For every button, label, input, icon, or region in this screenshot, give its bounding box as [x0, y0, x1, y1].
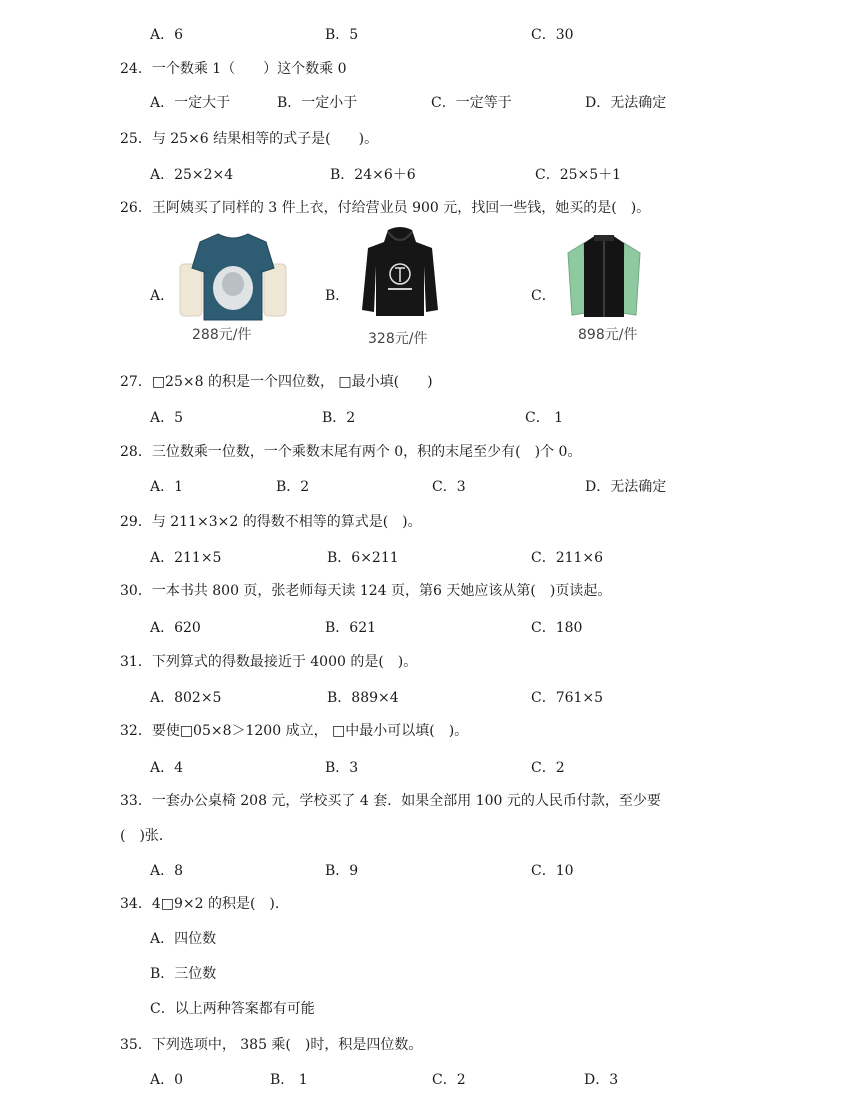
q30-option-a: A．620	[150, 620, 201, 636]
q33-option-a: A．8	[150, 863, 184, 879]
q33-stem-continued: ( )张．	[120, 828, 173, 844]
q32-option-c: C．2	[531, 760, 565, 776]
q34-option-b: B．三位数	[150, 966, 217, 982]
q28-option-a: A．1	[150, 479, 184, 495]
q26-price-b: 328元/件	[368, 331, 428, 347]
q33-stem: 33．一套办公桌椅 208 元，学校买了 4 套．如果全部用 100 元的人民币付款，至少要	[120, 793, 661, 809]
q26-option-c: C．	[531, 288, 556, 304]
q23-option-c: C．30	[531, 27, 574, 43]
q32-option-a: A．4	[150, 760, 184, 776]
q24-option-a: A．一定大于	[150, 95, 231, 111]
q30-option-b: B．621	[325, 620, 377, 636]
q35-option-b: B． 1	[270, 1072, 308, 1088]
q26-stem: 26．王阿姨买了同样的 3 件上衣，付给营业员 900 元，找回一些钱，她买的是( )。	[120, 200, 651, 216]
q27-option-b: B．2	[322, 410, 356, 426]
q35-option-c: C．2	[432, 1072, 466, 1088]
q25-stem: 25．与 25×6 结果相等的式子是( )。	[120, 131, 379, 147]
q31-option-a: A．802×5	[150, 690, 222, 706]
q28-option-c: C．3	[432, 479, 466, 495]
q31-stem: 31．下列算式的得数最接近于 4000 的是( )。	[120, 654, 418, 670]
q29-option-a: A．211×5	[150, 550, 222, 566]
q32-option-b: B．3	[325, 760, 359, 776]
q26-price-c: 898元/件	[578, 327, 638, 343]
q33-option-c: C．10	[531, 863, 574, 879]
q33-option-b: B．9	[325, 863, 359, 879]
q34-option-c: C．以上两种答案都有可能	[150, 1001, 315, 1017]
q35-stem: 35．下列选项中， 385 乘( )时，积是四位数。	[120, 1037, 423, 1053]
q24-option-d: D．无法确定	[585, 95, 667, 111]
q30-stem: 30．一本书共 800 页，张老师每天读 124 页，第6 天她应该从第( )页读起。	[120, 583, 612, 599]
q27-option-c: C． 1	[525, 410, 564, 426]
q25-option-c: C．25×5＋1	[535, 167, 622, 183]
q24-option-b: B．一定小于	[277, 95, 358, 111]
q25-option-a: A．25×2×4	[150, 167, 234, 183]
q29-option-c: C．211×6	[531, 550, 604, 566]
q35-option-a: A．0	[150, 1072, 184, 1088]
q28-option-b: B．2	[276, 479, 310, 495]
q31-option-b: B．889×4	[327, 690, 399, 706]
q23-option-a: A．6	[150, 27, 184, 43]
q25-option-b: B．24×6＋6	[330, 167, 416, 183]
q24-option-c: C．一定等于	[431, 95, 512, 111]
q29-option-b: B．6×211	[327, 550, 399, 566]
q24-stem: 24．一个数乘 1（ ）这个数乘 0	[120, 61, 347, 77]
q31-option-c: C．761×5	[531, 690, 604, 706]
q30-option-c: C．180	[531, 620, 583, 636]
q26-price-a: 288元/件	[192, 327, 252, 343]
q26-option-b: B．	[325, 288, 350, 304]
q27-stem: 27．□25×8 的积是一个四位数， □最小填( )	[120, 374, 433, 390]
shirt-blue-icon	[178, 228, 288, 338]
q26-option-a: A．	[150, 288, 175, 304]
q34-option-a: A．四位数	[150, 931, 217, 947]
q27-option-a: A．5	[150, 410, 184, 426]
hoodie-black-icon	[362, 226, 472, 336]
q29-stem: 29．与 211×3×2 的得数不相等的算式是( )。	[120, 514, 422, 530]
q32-stem: 32．要使□05×8＞1200 成立， □中最小可以填( )。	[120, 723, 469, 739]
q35-option-d: D．3	[584, 1072, 619, 1088]
q28-option-d: D．无法确定	[585, 479, 667, 495]
q28-stem: 28．三位数乘一位数，一个乘数末尾有两个 0，积的末尾至少有( )个 0。	[120, 444, 582, 460]
q23-option-b: B．5	[325, 27, 359, 43]
q34-stem: 34．4□9×2 的积是( ).	[120, 896, 280, 912]
